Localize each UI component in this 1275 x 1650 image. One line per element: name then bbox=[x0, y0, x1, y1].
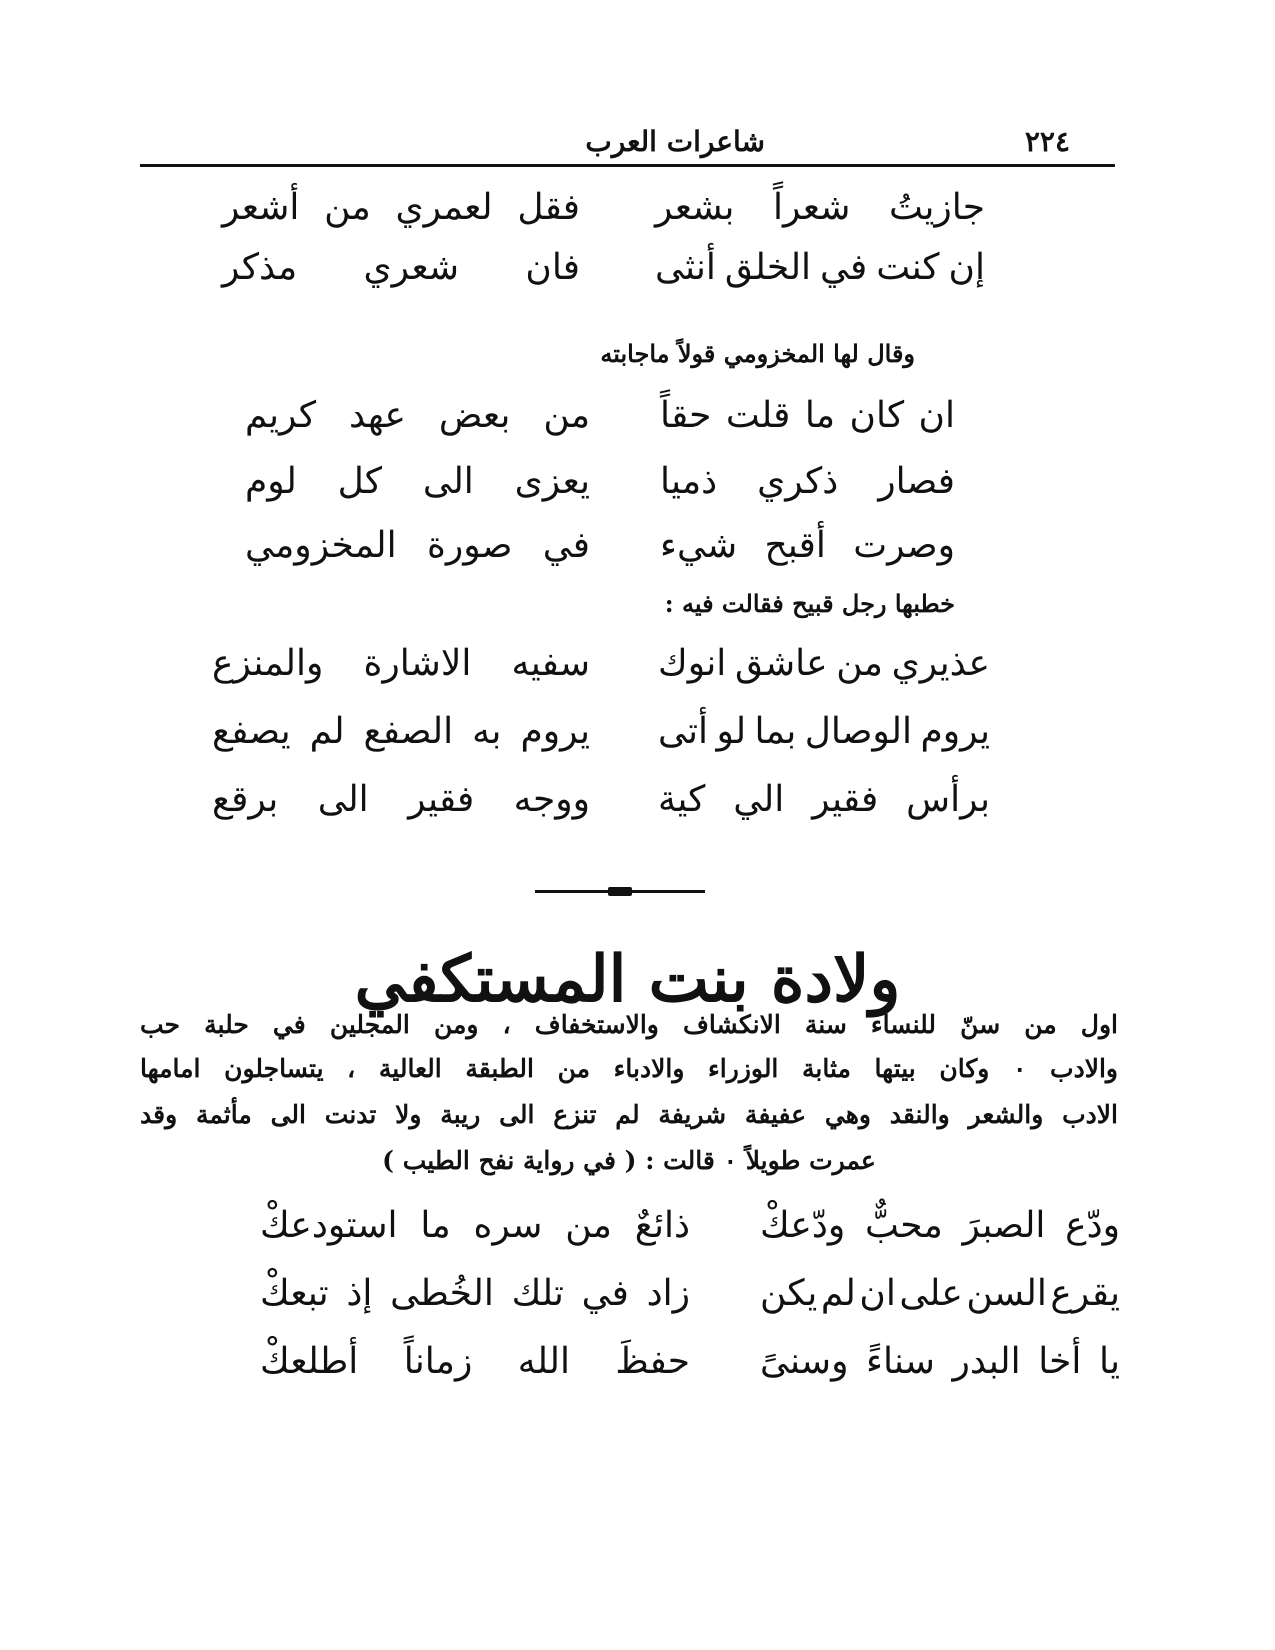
divider-ornament bbox=[608, 887, 632, 896]
first-hemistich bbox=[655, 180, 985, 236]
verse-word: كية bbox=[658, 779, 706, 820]
verse-word: من bbox=[543, 395, 590, 436]
verse-word: على bbox=[899, 1273, 963, 1314]
verse-word: برأس bbox=[906, 779, 990, 820]
verse-word: من bbox=[324, 187, 371, 228]
verse-word: فقل bbox=[517, 187, 580, 228]
verse-word: الصبرَ bbox=[962, 1205, 1046, 1246]
verse-line bbox=[222, 240, 985, 296]
first-hemistich bbox=[660, 454, 955, 510]
first-hemistich bbox=[760, 1334, 1120, 1390]
second-hemistich bbox=[260, 1198, 690, 1254]
verse-word: الوصال bbox=[804, 711, 912, 752]
verse-word: عذيري bbox=[891, 643, 990, 684]
first-hemistich bbox=[660, 518, 955, 574]
verse-word: يعزى bbox=[514, 461, 590, 502]
verse-word: لوم bbox=[245, 461, 297, 502]
verse-word: زماناً bbox=[403, 1341, 473, 1382]
verse-line bbox=[212, 772, 990, 828]
verse-word: كريم bbox=[245, 395, 317, 436]
verse-word: فصار bbox=[878, 461, 955, 502]
verse-word: الاشارة bbox=[363, 643, 472, 684]
verse-word: ما bbox=[420, 1205, 451, 1246]
verse-word: أشعر bbox=[222, 187, 300, 228]
first-hemistich bbox=[760, 1266, 1120, 1322]
verse-word: حقاً bbox=[660, 395, 712, 436]
verse-word: إذ bbox=[346, 1273, 373, 1314]
verse-line bbox=[260, 1266, 1120, 1322]
running-title: شاعرات العرب bbox=[585, 125, 765, 158]
verse-word: في bbox=[542, 525, 590, 566]
verse-word: يا bbox=[1099, 1341, 1120, 1382]
verse-word: ووجه bbox=[513, 779, 590, 820]
verse-word: يروم bbox=[920, 711, 990, 752]
verse-word: في bbox=[820, 247, 868, 288]
poem-intro: خطبها رجل قبيح فقالت فيه : bbox=[664, 589, 955, 618]
verse-word: ودّعكْ bbox=[760, 1205, 846, 1246]
verse-word: زاد bbox=[646, 1273, 690, 1314]
verse-word: عاشق bbox=[734, 643, 828, 684]
verse-word: فقير bbox=[408, 779, 475, 820]
verse-word: ان bbox=[859, 1273, 896, 1314]
header-rule bbox=[140, 164, 1115, 167]
first-hemistich bbox=[658, 636, 990, 692]
verse-word: لو bbox=[716, 711, 747, 752]
verse-word: أطلعكْ bbox=[260, 1341, 359, 1382]
verse-word: أخا bbox=[1038, 1341, 1082, 1382]
page-number: ٢٢٤ bbox=[1024, 125, 1070, 158]
first-hemistich bbox=[655, 240, 985, 296]
verse-word: بما bbox=[754, 711, 797, 752]
poem-intro: وقال لها المخزومي قولاً ماجابته bbox=[600, 339, 915, 368]
verse-word: به bbox=[472, 711, 502, 752]
verse-word: الخُطى bbox=[390, 1273, 494, 1314]
verse-word: شعراً bbox=[773, 187, 851, 228]
verse-word: سناءً bbox=[866, 1341, 935, 1382]
verse-line bbox=[260, 1198, 1120, 1254]
prose-line: والادب ٠ وكان بيتها مثابة الوزراء والادباء من الطبقة العالية ، يتساجلون امامها bbox=[140, 1054, 1119, 1083]
verse-line bbox=[222, 180, 985, 236]
verse-word: ذائعٌ bbox=[634, 1205, 690, 1246]
verse-word: حفظَ bbox=[615, 1341, 690, 1382]
verse-word: عهد bbox=[348, 395, 406, 436]
verse-word: لعمري bbox=[395, 187, 493, 228]
verse-word: لم bbox=[309, 711, 345, 752]
verse-word: الى bbox=[422, 461, 474, 502]
verse-word: كل bbox=[337, 461, 383, 502]
verse-word: من bbox=[565, 1205, 612, 1246]
verse-word: ان bbox=[918, 395, 955, 436]
verse-word: شيء bbox=[660, 525, 738, 566]
verse-word: سفيه bbox=[511, 643, 590, 684]
prose-line: الادب والشعر والنقد وهي عفيفة شريفة لم تنزع الى ريبة ولا تدنت الى مأثمة وقد bbox=[140, 1100, 1118, 1129]
verse-word: السن bbox=[966, 1273, 1047, 1314]
verse-word: ما bbox=[804, 395, 836, 436]
verse-word: من bbox=[836, 643, 883, 684]
verse-word: أقبح bbox=[764, 525, 826, 566]
verse-word: بعض bbox=[438, 395, 511, 436]
second-hemistich bbox=[222, 180, 580, 236]
verse-word: الى bbox=[317, 779, 369, 820]
verse-word: انوك bbox=[658, 643, 727, 684]
first-hemistich bbox=[660, 388, 955, 444]
verse-word: كان bbox=[849, 395, 905, 436]
verse-word: قلت bbox=[725, 395, 791, 436]
verse-word: يروم bbox=[520, 711, 590, 752]
verse-word: في bbox=[581, 1273, 629, 1314]
second-hemistich bbox=[212, 704, 590, 760]
second-hemistich bbox=[245, 518, 590, 574]
second-hemistich bbox=[245, 454, 590, 510]
verse-word: صورة bbox=[426, 525, 513, 566]
verse-word: ذكري bbox=[757, 461, 839, 502]
verse-word: يقرع bbox=[1050, 1273, 1120, 1314]
prose-line: اول من سنّ للنساء سنة الانكشاف والاستخفاف ، ومن المجلين في حلبة حب bbox=[140, 1010, 1118, 1039]
verse-word: فقير bbox=[812, 779, 879, 820]
prose-line: عمرت طويلاً ٠ قالت : ( في رواية نفح الطيب ) bbox=[382, 1146, 876, 1175]
verse-word: استودعكْ bbox=[260, 1205, 398, 1246]
verse-word: الي bbox=[733, 779, 785, 820]
second-hemistich bbox=[245, 388, 590, 444]
second-hemistich bbox=[260, 1266, 690, 1322]
verse-word: يصفع bbox=[212, 711, 291, 752]
verse-word: أنثى bbox=[655, 247, 716, 288]
verse-word: برقع bbox=[212, 779, 279, 820]
verse-word: بشعر bbox=[655, 187, 735, 228]
verse-word: يكن bbox=[760, 1273, 818, 1314]
verse-word: شعري bbox=[363, 247, 460, 288]
verse-word: إن bbox=[948, 247, 985, 288]
verse-word: تبعكْ bbox=[260, 1273, 329, 1314]
verse-word: جازيتُ bbox=[889, 187, 985, 228]
verse-word: فان bbox=[525, 247, 580, 288]
second-hemistich bbox=[212, 772, 590, 828]
verse-word: أتى bbox=[658, 711, 709, 752]
section-heading: ولادة بنت المستكفي bbox=[354, 942, 901, 1017]
second-hemistich bbox=[260, 1334, 690, 1390]
verse-line bbox=[212, 704, 990, 760]
verse-word: البدر bbox=[952, 1341, 1021, 1382]
verse-word: مذكر bbox=[222, 247, 298, 288]
verse-word: تلك bbox=[511, 1273, 564, 1314]
first-hemistich bbox=[760, 1198, 1120, 1254]
verse-word: سره bbox=[473, 1205, 543, 1246]
verse-word: لم bbox=[820, 1273, 856, 1314]
first-hemistich bbox=[658, 704, 990, 760]
verse-word: ودّع bbox=[1065, 1205, 1120, 1246]
verse-line bbox=[245, 518, 955, 574]
verse-line bbox=[212, 636, 990, 692]
verse-word: الخلق bbox=[724, 247, 812, 288]
verse-word: وسنىً bbox=[760, 1341, 849, 1382]
second-hemistich bbox=[222, 240, 580, 296]
verse-word: الصفع bbox=[363, 711, 454, 752]
second-hemistich bbox=[212, 636, 590, 692]
verse-word: الله bbox=[517, 1341, 570, 1382]
verse-word: ذميا bbox=[660, 461, 718, 502]
verse-word: محبٌّ bbox=[864, 1205, 943, 1246]
verse-line bbox=[260, 1334, 1120, 1390]
verse-word: المخزومي bbox=[245, 525, 397, 566]
verse-word: وصرت bbox=[853, 525, 955, 566]
verse-word: والمنزع bbox=[212, 643, 324, 684]
verse-line bbox=[245, 388, 955, 444]
first-hemistich bbox=[658, 772, 990, 828]
verse-word: كنت bbox=[876, 247, 940, 288]
verse-line bbox=[245, 454, 955, 510]
page-header bbox=[140, 122, 1115, 162]
